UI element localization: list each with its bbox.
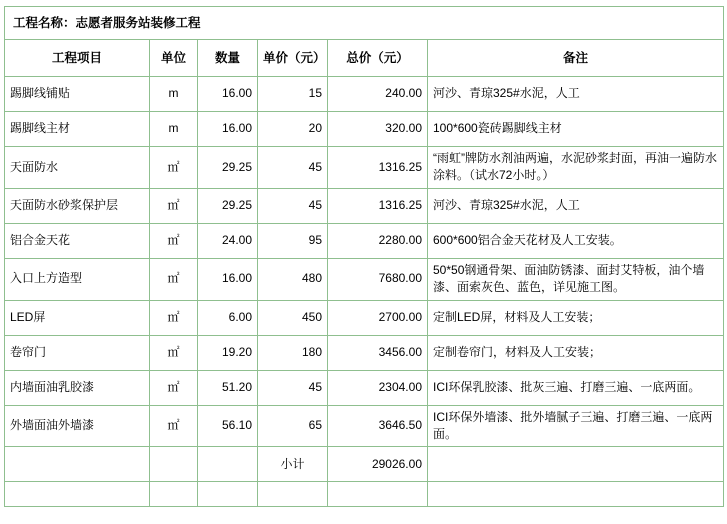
table-row-empty: [5, 482, 724, 507]
cell-total-price: 1316.25: [328, 147, 428, 189]
cell-total-price: 3646.50: [328, 405, 428, 447]
cell-quantity: 29.25: [198, 188, 258, 223]
column-header-total-price: 总价（元）: [328, 40, 428, 77]
cell-remark: “雨虹”牌防水剂油两遍，水泥砂浆封面，再油一遍防水涂料。（试水72小时。）: [428, 147, 724, 189]
table-row: [5, 405, 724, 447]
table-row: [5, 147, 724, 189]
cell-total-price: 2304.00: [328, 370, 428, 405]
empty-cell-unit: [150, 482, 198, 507]
cell-item: 天面防水砂浆保护层: [5, 188, 150, 223]
cell-unit: ㎡: [150, 370, 198, 405]
cell-unit: ㎡: [150, 147, 198, 189]
cell-unit: ㎡: [150, 300, 198, 335]
subtotal-label: 小计: [258, 447, 328, 482]
cell-unit: ㎡: [150, 258, 198, 300]
column-header-quantity: 数量: [198, 40, 258, 77]
empty-cell-total-price: [328, 482, 428, 507]
column-header-remark: 备注: [428, 40, 724, 77]
table-row: [5, 188, 724, 223]
cell-remark: 100*600瓷砖踢脚线主材: [428, 112, 724, 147]
cell-total-price: 3456.00: [328, 335, 428, 370]
cell-quantity: 51.20: [198, 370, 258, 405]
cell-quantity: 16.00: [198, 77, 258, 112]
project-title-row: [5, 7, 724, 40]
cell-unit-price: 45: [258, 370, 328, 405]
cell-total-price: 7680.00: [328, 258, 428, 300]
cell-remark: ICI环保外墙漆、批外墙腻子三遍、打磨三遍、一底两面。: [428, 405, 724, 447]
cell-quantity: 29.25: [198, 147, 258, 189]
table-header-row: [5, 40, 724, 77]
cell-remark: 河沙、青琼325#水泥，人工: [428, 77, 724, 112]
table-row: [5, 258, 724, 300]
subtotal-row: [5, 447, 724, 482]
cell-unit-price: 45: [258, 188, 328, 223]
cell-unit-price: 20: [258, 112, 328, 147]
cell-total-price: 2700.00: [328, 300, 428, 335]
empty-cell-item: [5, 482, 150, 507]
table-row: [5, 300, 724, 335]
cell-item: 卷帘门: [5, 335, 150, 370]
cell-unit-price: 45: [258, 147, 328, 189]
cell-remark: 定制卷帘门，材料及人工安装；: [428, 335, 724, 370]
table-row: [5, 335, 724, 370]
cell-remark: ICI环保乳胶漆、批灰三遍、打磨三遍、一底两面。: [428, 370, 724, 405]
budget-table: [4, 6, 724, 507]
empty-cell-unit-price: [258, 482, 328, 507]
cell-unit-price: 180: [258, 335, 328, 370]
table-row: [5, 77, 724, 112]
cell-total-price: 240.00: [328, 77, 428, 112]
empty-cell-remark: [428, 482, 724, 507]
cell-quantity: 19.20: [198, 335, 258, 370]
cell-quantity: 16.00: [198, 112, 258, 147]
subtotal-blank-unit: [150, 447, 198, 482]
column-header-item: 工程项目: [5, 40, 150, 77]
table-row: [5, 370, 724, 405]
cell-item: 外墙面油外墙漆: [5, 405, 150, 447]
cell-quantity: 24.00: [198, 223, 258, 258]
empty-cell-quantity: [198, 482, 258, 507]
cell-unit-price: 65: [258, 405, 328, 447]
subtotal-blank-remark: [428, 447, 724, 482]
subtotal-blank-quantity: [198, 447, 258, 482]
column-header-unit: 单位: [150, 40, 198, 77]
cell-item: LED屏: [5, 300, 150, 335]
cell-quantity: 6.00: [198, 300, 258, 335]
cell-unit-price: 450: [258, 300, 328, 335]
column-header-unit-price: 单价（元）: [258, 40, 328, 77]
cell-total-price: 320.00: [328, 112, 428, 147]
cell-item: 踢脚线主材: [5, 112, 150, 147]
cell-item: 入口上方造型: [5, 258, 150, 300]
cell-unit: ㎡: [150, 405, 198, 447]
cell-total-price: 2280.00: [328, 223, 428, 258]
cell-total-price: 1316.25: [328, 188, 428, 223]
cell-remark: 定制LED屏，材料及人工安装；: [428, 300, 724, 335]
cell-unit-price: 15: [258, 77, 328, 112]
cell-remark: 50*50钢通骨架、面油防锈漆、面封艾特板，油个墙漆、面索灰色、蓝色，详见施工图。: [428, 258, 724, 300]
subtotal-value: 29026.00: [328, 447, 428, 482]
table-row: [5, 223, 724, 258]
cell-item: 踢脚线铺贴: [5, 77, 150, 112]
cell-remark: 600*600铝合金天花材及人工安装。: [428, 223, 724, 258]
table-row: [5, 112, 724, 147]
subtotal-blank-item: [5, 447, 150, 482]
cell-unit: m: [150, 112, 198, 147]
cell-item: 内墙面油乳胶漆: [5, 370, 150, 405]
project-title: 工程名称：志愿者服务站装修工程: [5, 7, 724, 40]
cell-unit: ㎡: [150, 223, 198, 258]
cell-remark: 河沙、青琼325#水泥，人工: [428, 188, 724, 223]
cell-unit-price: 95: [258, 223, 328, 258]
cell-unit: m: [150, 77, 198, 112]
cell-item: 天面防水: [5, 147, 150, 189]
cell-unit: ㎡: [150, 188, 198, 223]
cell-unit-price: 480: [258, 258, 328, 300]
cell-quantity: 16.00: [198, 258, 258, 300]
cell-quantity: 56.10: [198, 405, 258, 447]
cell-item: 铝合金天花: [5, 223, 150, 258]
cell-unit: ㎡: [150, 335, 198, 370]
